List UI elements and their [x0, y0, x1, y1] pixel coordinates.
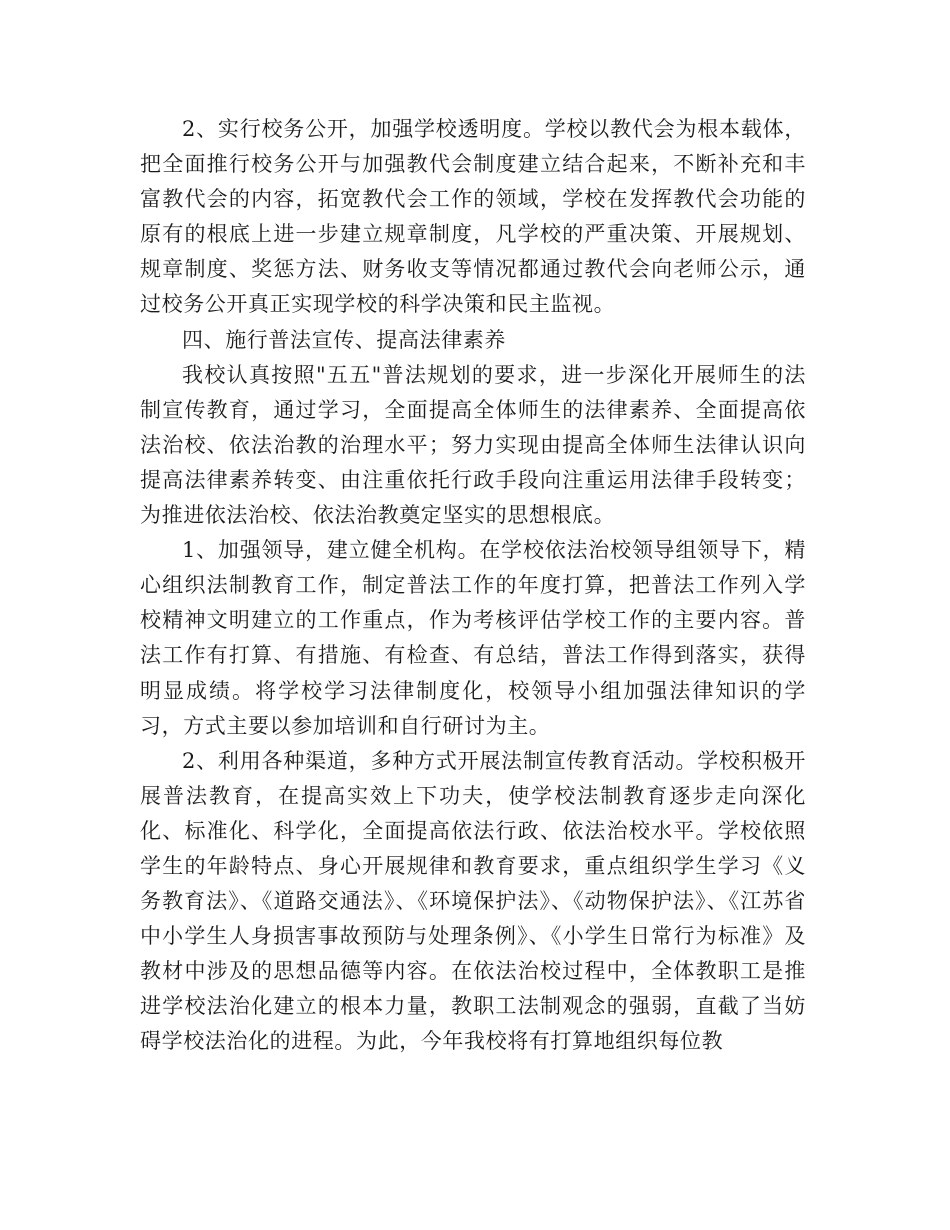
section-heading-legal-education: 四、施行普法宣传、提高法律素养	[182, 327, 506, 352]
paragraph-legal-publicity-activities: 2、利用各种渠道，多种方式开展法制宣传教育活动。学校积极开展普法教育，在提高实效上下功夫，使学校法制教育逐步走向深化化、标准化、科学化，全面提高依法行政、依法治校水平。学校依照学生的年龄特点、身心开展规律和教育要求，重点组织学生学习《义务教育法》、《道路交通法》、《环境保护法》、《动物保护法》、《江苏省中小学生人身损害事故预防与处理条例》、《小学生日常行为标准》及教材中涉及的思想品德等内容。在依法治校过程中，全体教职工是推进学校法治化建立的根本力量，教职工法制观念的强弱，直截了当妨碍学校法治化的进程。为此，今年我校将有打算地组织每位教	[140, 748, 806, 1054]
paragraph-leadership-organization: 1、加强领导，建立健全机构。在学校依法治校领导组领导下，精心组织法制教育工作，制定普法工作的年度打算，把普法工作列入学校精神文明建立的工作重点，作为考核评估学校工作的主要内容。普法工作有打算、有措施、有检查、有总结，普法工作得到落实，获得明显成绩。将学校学习法律制度化，校领导小组加强法律知识的学习，方式主要以参加培训和自行研讨为主。	[140, 538, 806, 738]
paragraph-school-affairs-openness: 2、实行校务公开，加强学校透明度。学校以教代会为根本载体，把全面推行校务公开与加强教代会制度建立结合起来，不断补充和丰富教代会的内容，拓宽教代会工作的领域，学校在发挥教代会功能的原有的根底上进一步建立规章制度，凡学校的严重决策、开展规划、规章制度、奖惩方法、财务收支等情况都通过教代会向老师公示，通过校务公开真正实现学校的科学决策和民主监视。	[140, 117, 806, 317]
paragraph-legal-plan: 我校认真按照"五五"普法规划的要求，进一步深化开展师生的法制宣传教育，通过学习，全面提高全体师生的法律素养、全面提高依法治校、依法治教的治理水平；努力实现由提高全体师生法律认识向提高法律素养转变、由注重依托行政手段向注重运用法律手段转变；为推进依法治校、依法治教奠定坚实的思想根底。	[140, 362, 806, 528]
document-body	[140, 112, 806, 1060]
